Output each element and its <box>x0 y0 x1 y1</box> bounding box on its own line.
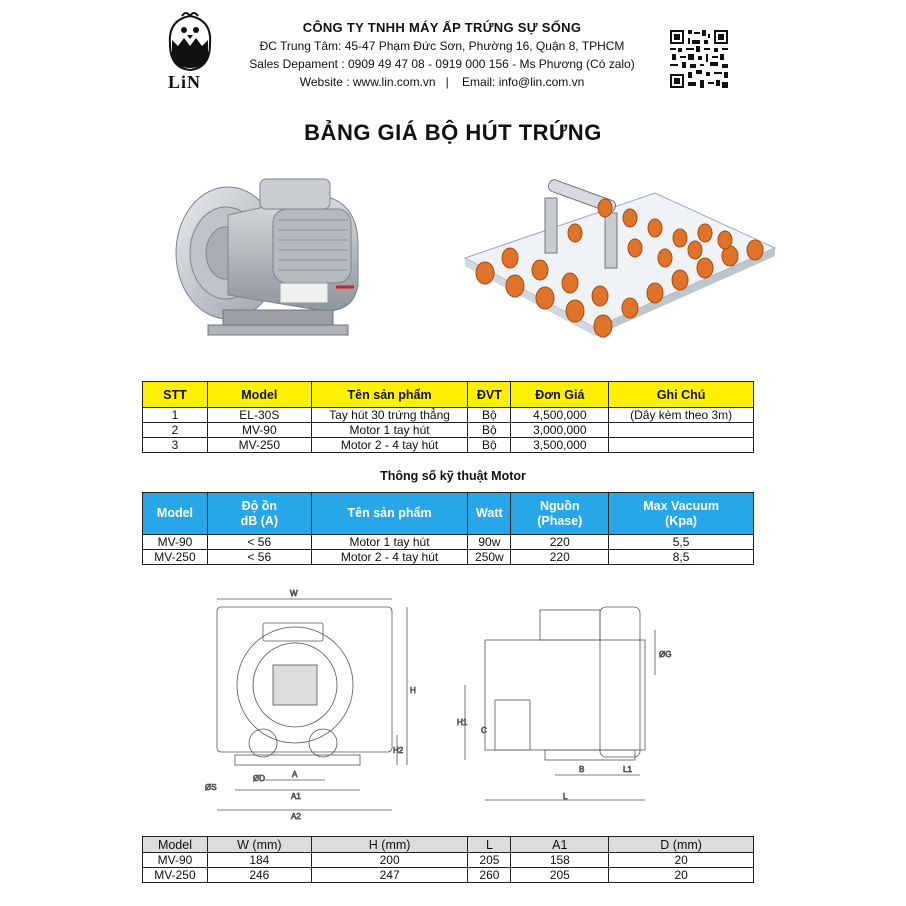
drawing-label: L1 <box>623 765 632 774</box>
table-cell: 1 <box>143 408 208 423</box>
table-cell: < 56 <box>207 535 311 550</box>
table-cell: Bộ <box>468 408 511 423</box>
table-cell: < 56 <box>207 550 311 565</box>
table-cell <box>609 438 754 453</box>
table-cell: 3,000,000 <box>511 423 609 438</box>
company-address: ĐC Trung Tâm: 45-47 Phạm Đức Sơn, Phường 16, Quận 8, TPHCM <box>259 39 625 53</box>
col-header: Độ ồn dB (A) <box>207 493 311 535</box>
qr-code-icon <box>668 28 730 90</box>
page-title: BẢNG GIÁ BỘ HÚT TRỨNG <box>304 120 602 145</box>
table-cell: 246 <box>207 868 311 883</box>
col-header: ĐVT <box>468 382 511 408</box>
table-header-row <box>143 837 754 853</box>
table-cell: 20 <box>609 853 754 868</box>
spec-title: Thông số kỹ thuật Motor <box>380 469 526 483</box>
table-cell: Motor 2 - 4 tay hút <box>311 550 468 565</box>
drawing-label: W <box>290 589 298 598</box>
col-header: Model <box>143 493 208 535</box>
table-cell: 3,500,000 <box>511 438 609 453</box>
drawing-label: A2 <box>291 812 301 821</box>
table-cell: 2 <box>143 423 208 438</box>
table-header-row <box>143 493 754 535</box>
col-header: H (mm) <box>311 837 468 853</box>
table-cell: 260 <box>468 868 511 883</box>
table-cell: Motor 1 tay hút <box>311 535 468 550</box>
dimension-table <box>142 836 754 883</box>
col-header: Tên sản phẩm <box>311 382 468 408</box>
price-table <box>142 381 754 453</box>
table-row <box>143 868 754 883</box>
drawing-label: ØD <box>253 774 265 783</box>
drawing-label: A1 <box>291 792 301 801</box>
table-cell <box>609 423 754 438</box>
table-row <box>143 438 754 453</box>
qr-code <box>668 28 730 90</box>
table-row <box>143 423 754 438</box>
table-cell: MV-250 <box>143 550 208 565</box>
table-cell: 205 <box>511 868 609 883</box>
table-cell: Bộ <box>468 438 511 453</box>
company-logo <box>160 10 220 94</box>
sales-contact: Sales Depament : 0909 49 47 08 - 0919 000 156 - Ms Phương (Có zalo) <box>249 57 635 71</box>
table-cell: 250w <box>468 550 511 565</box>
table-cell: 247 <box>311 868 468 883</box>
company-header <box>222 20 662 89</box>
egg-suction-plate-photo <box>455 178 785 358</box>
website-email: Website : www.lin.com.vn | Email: info@lin.com.vn <box>299 75 585 89</box>
drawing-label: H2 <box>393 746 404 755</box>
table-cell: MV-90 <box>143 535 208 550</box>
col-header: L <box>468 837 511 853</box>
col-header: STT <box>143 382 208 408</box>
table-cell: 20 <box>609 868 754 883</box>
table-cell: MV-90 <box>207 423 311 438</box>
motor-photo <box>168 175 373 345</box>
col-header: D (mm) <box>609 837 754 853</box>
col-header: Ghi Chú <box>609 382 754 408</box>
table-cell: (Dây kèm theo 3m) <box>609 408 754 423</box>
drawing-label: H <box>410 686 416 695</box>
table-cell: 184 <box>207 853 311 868</box>
col-header: Model <box>143 837 208 853</box>
table-cell: 158 <box>511 853 609 868</box>
col-header: Nguồn (Phase) <box>511 493 609 535</box>
col-header: W (mm) <box>207 837 311 853</box>
table-cell: 205 <box>468 853 511 868</box>
table-row <box>143 550 754 565</box>
drawing-label: C <box>481 726 487 735</box>
table-cell: 220 <box>511 550 609 565</box>
table-cell: Bộ <box>468 423 511 438</box>
table-cell: MV-90 <box>143 853 208 868</box>
col-header: A1 <box>511 837 609 853</box>
chick-egg-icon <box>160 10 220 74</box>
drawing-label: A <box>292 770 298 779</box>
motor-spec-table <box>142 492 754 565</box>
logo-text: LiN <box>168 72 202 92</box>
col-header: Watt <box>468 493 511 535</box>
table-cell: MV-250 <box>207 438 311 453</box>
drawing-label: ØS <box>205 783 217 792</box>
table-cell: 3 <box>143 438 208 453</box>
table-cell: Motor 2 - 4 tay hút <box>311 438 468 453</box>
table-header-row <box>143 382 754 408</box>
table-cell: 8,5 <box>609 550 754 565</box>
table-cell: 90w <box>468 535 511 550</box>
table-row <box>143 535 754 550</box>
dimension-drawing <box>195 585 725 825</box>
table-row <box>143 853 754 868</box>
drawing-label: B <box>579 765 585 774</box>
col-header: Đơn Giá <box>511 382 609 408</box>
table-cell: MV-250 <box>143 868 208 883</box>
table-cell: 5,5 <box>609 535 754 550</box>
table-cell: Tay hút 30 trứng thẳng <box>311 408 468 423</box>
table-cell: 4,500,000 <box>511 408 609 423</box>
table-cell: EL-30S <box>207 408 311 423</box>
table-cell: Motor 1 tay hút <box>311 423 468 438</box>
drawing-label: H1 <box>457 718 468 727</box>
company-name: CÔNG TY TNHH MÁY ẤP TRỨNG SỰ SỐNG <box>302 20 582 35</box>
drawing-label: ØG <box>659 650 672 659</box>
table-cell: 220 <box>511 535 609 550</box>
col-header: Tên sản phẩm <box>311 493 468 535</box>
col-header: Model <box>207 382 311 408</box>
col-header: Max Vacuum (Kpa) <box>609 493 754 535</box>
table-row <box>143 408 754 423</box>
drawing-label: L <box>563 792 568 801</box>
table-cell: 200 <box>311 853 468 868</box>
